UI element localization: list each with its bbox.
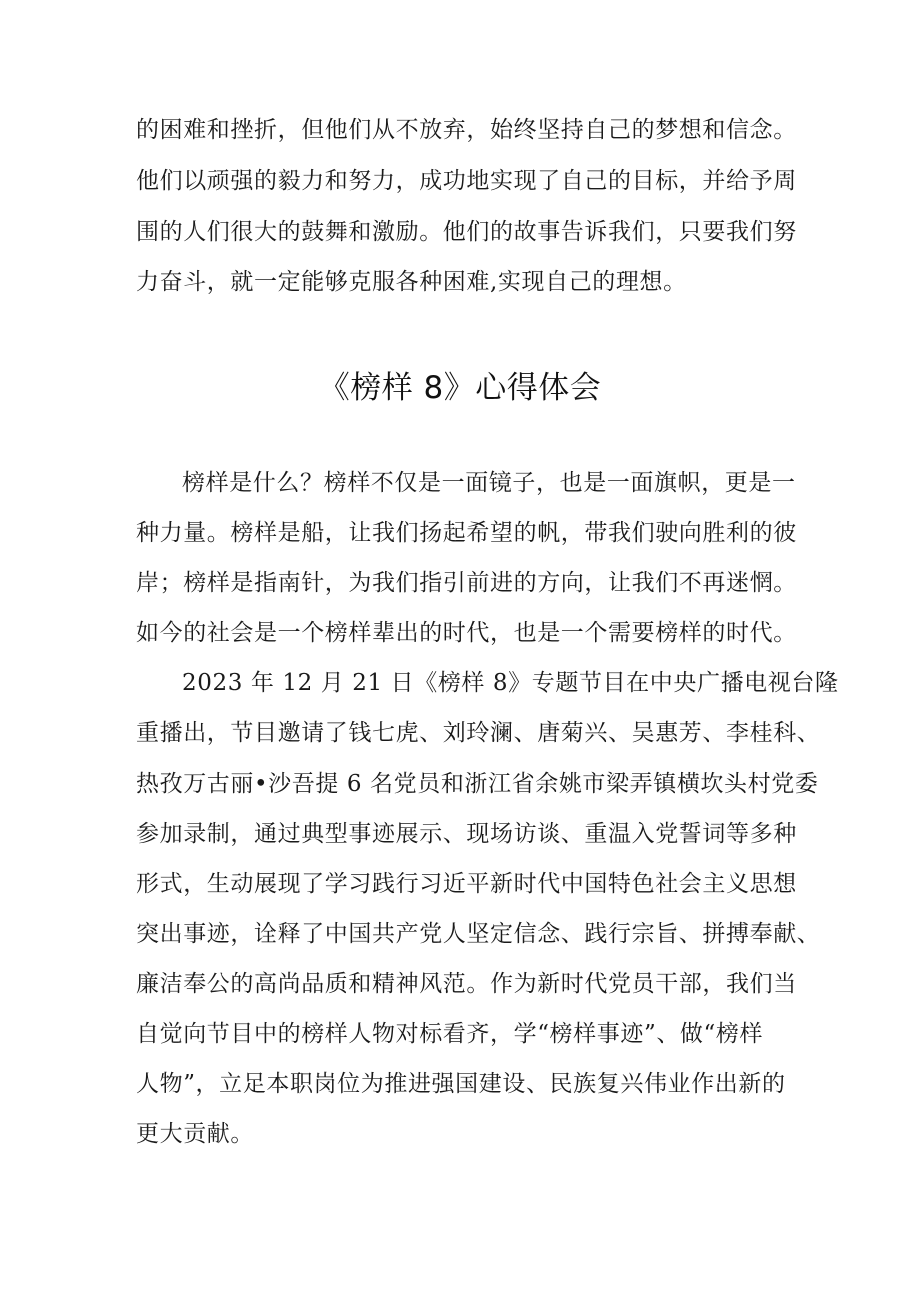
paragraph-1-line-2: 种力量。榜样是船，让我们扬起希望的帆，带我们驶向胜利的彼	[136, 520, 797, 546]
intro-line-2: 他们以顽强的毅力和努力，成功地实现了自己的目标，并给予周	[136, 168, 797, 194]
paragraph-1-line-4: 如今的社会是一个榜样辈出的时代，也是一个需要榜样的时代。	[136, 620, 797, 646]
intro-line-3: 围的人们很大的鼓舞和激励。他们的故事告诉我们，只要我们努	[136, 219, 797, 245]
paragraph-2-line-4: 参加录制，通过典型事迹展示、现场访谈、重温入党誓词等多种	[136, 821, 797, 847]
intro-line-1: 的困难和挫折，但他们从不放弃，始终坚持自己的梦想和信念。	[136, 117, 797, 143]
paragraph-2-line-10: 更大贡献。	[136, 1121, 254, 1147]
paragraph-2-line-1: 2023 年 12 月 21 日《榜样 8》专题节目在中央广播电视台隆	[182, 670, 839, 696]
paragraph-2-line-8: 自觉向节目中的榜样人物对标看齐，学“榜样事迹”、做“榜样	[136, 1021, 764, 1047]
section-title: 《榜样 8》心得体会	[318, 370, 602, 406]
paragraph-2-line-2: 重播出，节目邀请了钱七虎、刘玲澜、唐菊兴、吴惠芳、李桂科、	[136, 720, 821, 746]
paragraph-2-line-3: 热孜万古丽•沙吾提 6 名党员和浙江省余姚市梁弄镇横坎头村党委	[136, 771, 819, 797]
paragraph-2-line-6: 突出事迹，诠释了中国共产党人坚定信念、践行宗旨、拼搏奉献、	[136, 921, 821, 947]
paragraph-2-line-5: 形式，生动展现了学习践行习近平新时代中国特色社会主义思想	[136, 871, 797, 897]
paragraph-1-line-1: 榜样是什么？榜样不仅是一面镜子，也是一面旗帜，更是一	[182, 470, 796, 496]
paragraph-1-line-3: 岸；榜样是指南针，为我们指引前进的方向，让我们不再迷惘。	[136, 570, 797, 596]
intro-line-4: 力奋斗，就一定能够克服各种困难,实现自己的理想。	[136, 269, 687, 295]
paragraph-2-line-9: 人物”，立足本职岗位为推进强国建设、民族复兴伟业作出新的	[136, 1071, 786, 1097]
paragraph-2-line-7: 廉洁奉公的高尚品质和精神风范。作为新时代党员干部，我们当	[136, 971, 797, 997]
